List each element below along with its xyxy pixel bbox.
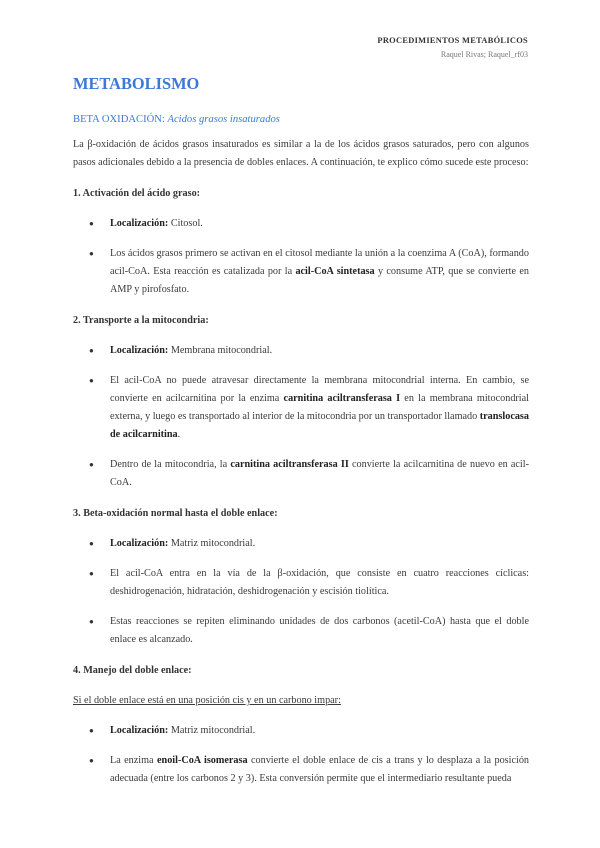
bullet-icon: ● (89, 460, 94, 469)
subtitle-italic: Acidos grasos insaturados (167, 114, 280, 125)
section-2-heading: 2. Transporte a la mitocondria: (73, 315, 209, 326)
section-1-heading: 1. Activación del ácido graso: (73, 188, 201, 199)
section-4-heading: 4. Manejo del doble enlace: (73, 665, 192, 676)
text: El acil-CoA no puede atravesar directamente la membrana mitocondrial interna. En cambio, se convierte en acilcarnitina por la enzima (110, 375, 529, 404)
text: La enzima (110, 755, 157, 766)
location-label: Localización: (110, 725, 169, 736)
bullet-icon: ● (89, 346, 94, 355)
transporter-name: translocasa de acilcarnitina (110, 411, 529, 440)
page-header (377, 36, 528, 59)
text: Los ácidos grasos primero se activan en el citosol mediante la unión a la coenzima A (CoA), formando acil-CoA. Esta reacción es catalizada por la (110, 248, 529, 277)
enzyme-name: carnitina aciltransferasa I (283, 393, 401, 404)
subtitle-prefix: BETA OXIDACIÓN: (73, 114, 168, 125)
bullet-icon: ● (89, 569, 94, 578)
location-label: Localización: (110, 218, 169, 229)
location-value: Matriz mitocondrial. (168, 538, 256, 549)
bullet-icon: ● (89, 726, 94, 735)
text: en la membrana mitocondrial externa, y luego es transportado al interior de la mitocondria por un transportador llamado (110, 393, 529, 422)
section-1-list (73, 215, 529, 299)
list-item (73, 372, 529, 444)
list-item (73, 722, 529, 740)
document-title: METABOLISMO (73, 74, 200, 93)
document-subtitle (73, 114, 529, 125)
enzyme-name: enoil-CoA isomerasa (157, 755, 248, 766)
location-value: Membrana mitocondrial. (168, 345, 273, 356)
bullet-icon: ● (89, 539, 94, 548)
intro-paragraph: La β-oxidación de ácidos grasos insaturados es similar a la de los ácidos grasos saturados, pero con algunos pasos adicionales debido a la presencia de dobles enlaces. A continuación, te explico cómo sucede este proceso: (73, 139, 529, 168)
text: El acil-CoA entra en la vía de la β-oxidación, que consiste en cuatro reacciones cíclicas: deshidrogenación, hidratación, deshidrogenación y escisión tiolítica. (110, 568, 529, 597)
text: Estas reacciones se repiten eliminando unidades de dos carbonos (acetil-CoA) hasta que el doble enlace es alcanzado. (110, 616, 529, 645)
list-item (73, 342, 529, 360)
text: convierte la acilcarnitina de nuevo en acil-CoA. (110, 459, 529, 488)
location-label: Localización: (110, 538, 169, 549)
enzyme-name: acil-CoA sintetasa (295, 266, 375, 277)
list-item (73, 456, 529, 492)
section-2-list (73, 342, 529, 492)
text: . (177, 429, 181, 440)
case-label: Si el doble enlace está en una posición cis y en un carbono impar: (73, 695, 341, 706)
location-value: Matriz mitocondrial. (168, 725, 256, 736)
list-item (73, 245, 529, 299)
section-3-heading: 3. Beta-oxidación normal hasta el doble enlace: (73, 508, 278, 519)
list-item (73, 215, 529, 233)
bullet-icon: ● (89, 617, 94, 626)
bullet-icon: ● (89, 249, 94, 258)
bullet-icon: ● (89, 376, 94, 385)
document-body (73, 74, 529, 788)
list-item (73, 613, 529, 649)
section-3-list (73, 535, 529, 649)
header-author: Raquel Rivas; Raquel_rf03 (440, 50, 528, 59)
list-item (73, 535, 529, 553)
text: Dentro de la mitocondria, la (110, 459, 231, 470)
location-label: Localización: (110, 345, 169, 356)
bullet-icon: ● (89, 756, 94, 765)
location-value: Citosol. (168, 218, 203, 229)
list-item (73, 565, 529, 601)
text: convierte el doble enlace de cis a trans y lo desplaza a la posición adecuada (entre los carbonos 2 y 3). Esta conversión permite que el intermediario resultante pueda (110, 755, 530, 784)
header-title: PROCEDIMIENTOS METABÓLICOS (377, 36, 528, 45)
list-item (73, 752, 529, 788)
enzyme-name: carnitina aciltransferasa II (230, 459, 349, 470)
section-4-list (73, 722, 529, 788)
text: y consume ATP, que se convierte en AMP y pirofosfato. (110, 266, 529, 295)
bullet-icon: ● (89, 219, 94, 228)
